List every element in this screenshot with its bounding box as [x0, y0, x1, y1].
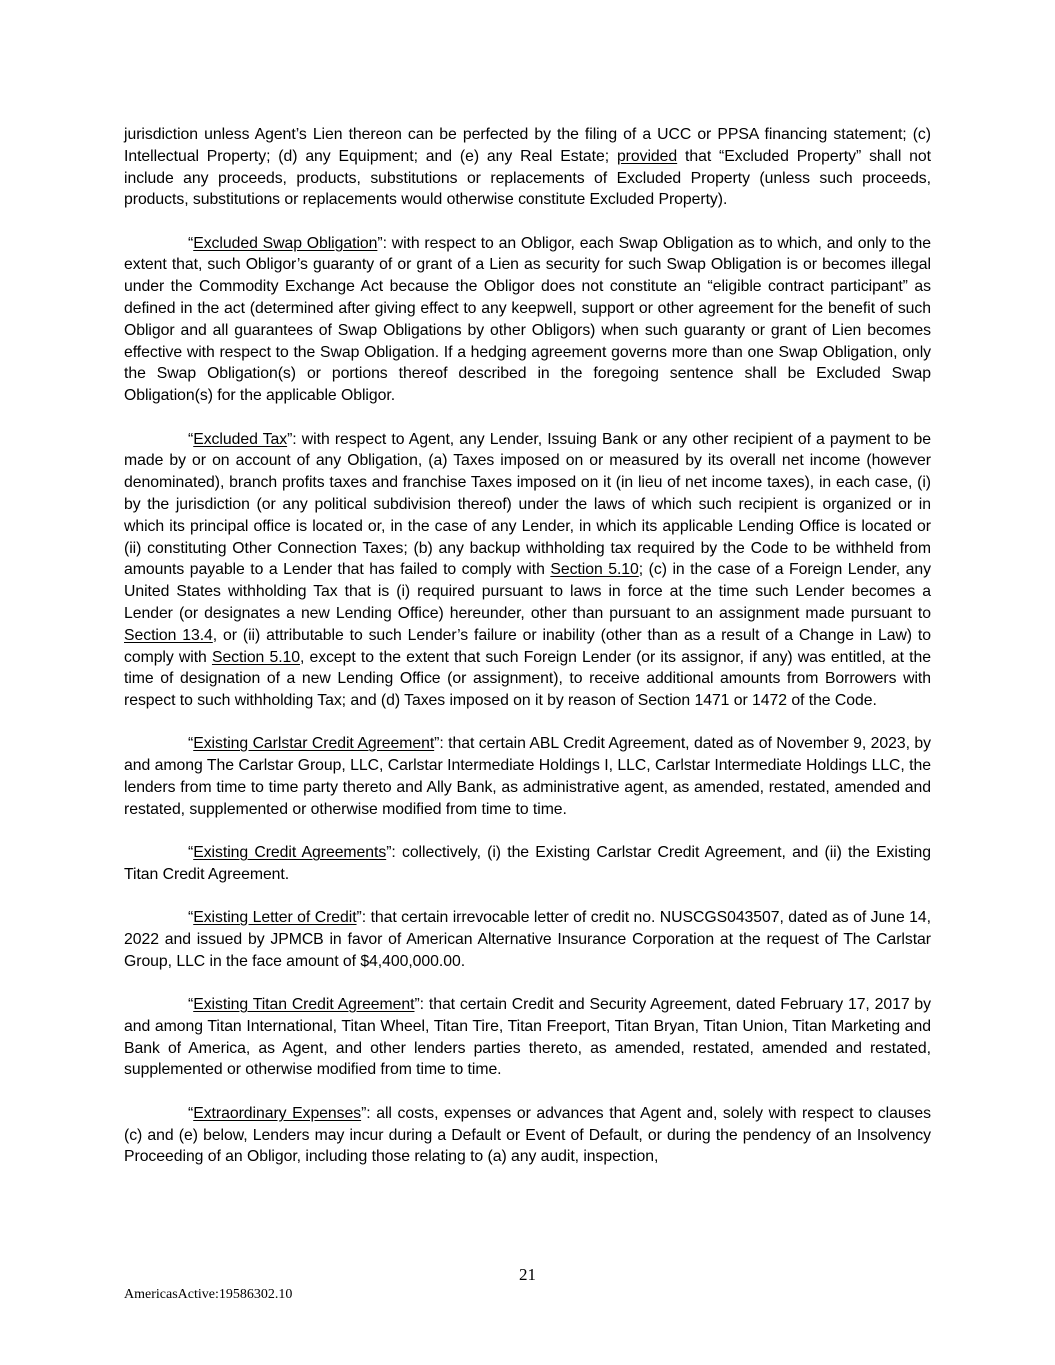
open-quote: “ — [188, 844, 194, 862]
open-quote: “ — [188, 430, 194, 448]
defined-term: Existing Letter of Credit — [193, 909, 357, 927]
open-quote: “ — [188, 996, 194, 1014]
definition-existing-credit-agreements — [124, 842, 931, 886]
page-number: 21 — [519, 1265, 536, 1284]
defined-term: Excluded Swap Obligation — [193, 234, 378, 252]
section-reference: Section 5.10 — [550, 561, 639, 579]
defined-term: Existing Carlstar Credit Agreement — [193, 735, 435, 753]
paragraph-text: jurisdiction unless Agent’s Lien thereon can be perfected by the filing of a UCC or PPSA financing statement; (c) Intellectual Property; (d) any Equipment; and (e) any Real Estate; — [124, 126, 931, 165]
open-quote: “ — [188, 909, 194, 927]
definition-text: ”: all costs, expenses or advances that Agent and, solely with respect to clauses (c) and (e) below, Lenders may incur during a Default or Event of Default, or during the pendency of an Insolvency Proceeding of an Obligor, including those relating to (a) any audit, inspection, — [124, 1104, 931, 1166]
open-quote: “ — [188, 735, 194, 753]
defined-term: Excluded Tax — [193, 430, 288, 448]
paragraph-excluded-property-continued — [124, 124, 931, 211]
document-id: AmericasActive:19586302.10 — [124, 1287, 293, 1302]
definition-text: ”: that certain Credit and Security Agreement, dated February 17, 2017 by and among Titan International, Titan Wheel, Titan Tire, Titan Freeport, Titan Bryan, Titan Union, Titan Marketing and Bank of America, as Agent, and other lenders parties thereto, as amended, restated, amended and restated, supplemented or otherwise modified from time to time. — [124, 996, 931, 1079]
definition-text: , or (ii) attributable to such Lender’s failure or inability (other than as a result of a Change in Law) to comply with — [124, 626, 931, 666]
definition-existing-titan-credit-agreement — [124, 994, 931, 1081]
defined-term: Existing Titan Credit Agreement — [193, 996, 415, 1014]
document-body — [124, 124, 931, 1190]
definition-excluded-tax — [124, 429, 931, 712]
paragraph-text: that “Excluded Property” shall not include any proceeds, products, substitutions or replacements of Excluded Property (unless such proceeds, products, substitutions or replacements would otherwise constitute Excluded Property). — [124, 147, 931, 209]
section-reference: Section 13.4 — [124, 626, 213, 644]
definition-text: ”: with respect to Agent, any Lender, Issuing Bank or any other recipient of a payment to be made by or on account of any Obligation, (a) Taxes imposed on or measured by its overall net income (however denominated), branch profits taxes and franchise Taxes imposed on it (in lieu of net income taxes), in each case, (i) by the jurisdiction (or any political subdivision thereof) under the laws of which such recipient is organized or in which its principal office is located or, in the case of any Lender, in which its applicable Lending Office is located or (ii) constituting Other Connection Taxes; (b) any backup withholding tax required by the Code to be withheld from amounts payable to a Lender that has failed to comply with — [124, 430, 931, 579]
definition-extraordinary-expenses — [124, 1103, 931, 1168]
definition-text: ”: that certain ABL Credit Agreement, dated as of November 9, 2023, by and among The Carlstar Group, LLC, Carlstar Intermediate Holdings I, LLC, Carlstar Intermediate Holdings LLC, the lenders from time to time party thereto and Ally Bank, as administrative agent, as amended, restated, amended and restated, supplemented or otherwise modified from time to time. — [124, 735, 931, 818]
definition-excluded-swap-obligation — [124, 233, 931, 407]
definition-text: ”: collectively, (i) the Existing Carlstar Credit Agreement, and (ii) the Existing Titan Credit Agreement. — [124, 844, 931, 883]
defined-term: Extraordinary Expenses — [193, 1104, 362, 1122]
definition-existing-carlstar-credit-agreement — [124, 733, 931, 820]
section-reference: Section 5.10 — [211, 648, 300, 666]
open-quote: “ — [188, 234, 194, 252]
definition-text: ”: with respect to an Obligor, each Swap Obligation as to which, and only to the extent that, such Obligor’s guaranty of or grant of a Lien as security for such Swap Obligation is or becomes illegal under the Commodity Exchange Act because the Obligor does not constitute an “eligible contract participant” as defined in the act (determined after giving effect to any keepwell, support or other agreement for the benefit of such Obligor and all guarantees of Swap Obligations by other Obligors) when such guaranty or grant of Lien becomes effective with respect to the Swap Obligation. If a hedging agreement governs more than one Swap Obligation, only the Swap Obligation(s) or portions thereof described in the foregoing sentence shall be Excluded Swap Obligation(s) for the applicable Obligor. — [124, 234, 931, 405]
definition-text: ”: that certain irrevocable letter of credit no. NUSCGS043507, dated as of June 14, 2022 and issued by JPMCB in favor of American Alternative Insurance Corporation at the request of The Carlstar Group, LLC in the face amount of $4,400,000.00. — [124, 909, 931, 970]
open-quote: “ — [188, 1104, 194, 1122]
definition-existing-letter-of-credit — [124, 907, 931, 972]
definition-text: , except to the extent that such Foreign Lender (or its assignor, if any) was entitled, at the time of designation of a new Lending Office (or assignment), to receive additional amounts from Borrowers with respect to such withholding Tax; and (d) Taxes imposed on it by reason of Section 1471 or 1472 of the Code. — [124, 648, 931, 710]
defined-term-provided: provided — [616, 147, 678, 165]
definition-text: ; (c) in the case of a Foreign Lender, any United States withholding Tax that is (i) required pursuant to laws in force at the time such Lender becomes a Lender (or designates a new Lending Office) hereunder, other than pursuant to an assignment made pursuant to — [124, 561, 931, 622]
defined-term: Existing Credit Agreements — [193, 844, 387, 862]
